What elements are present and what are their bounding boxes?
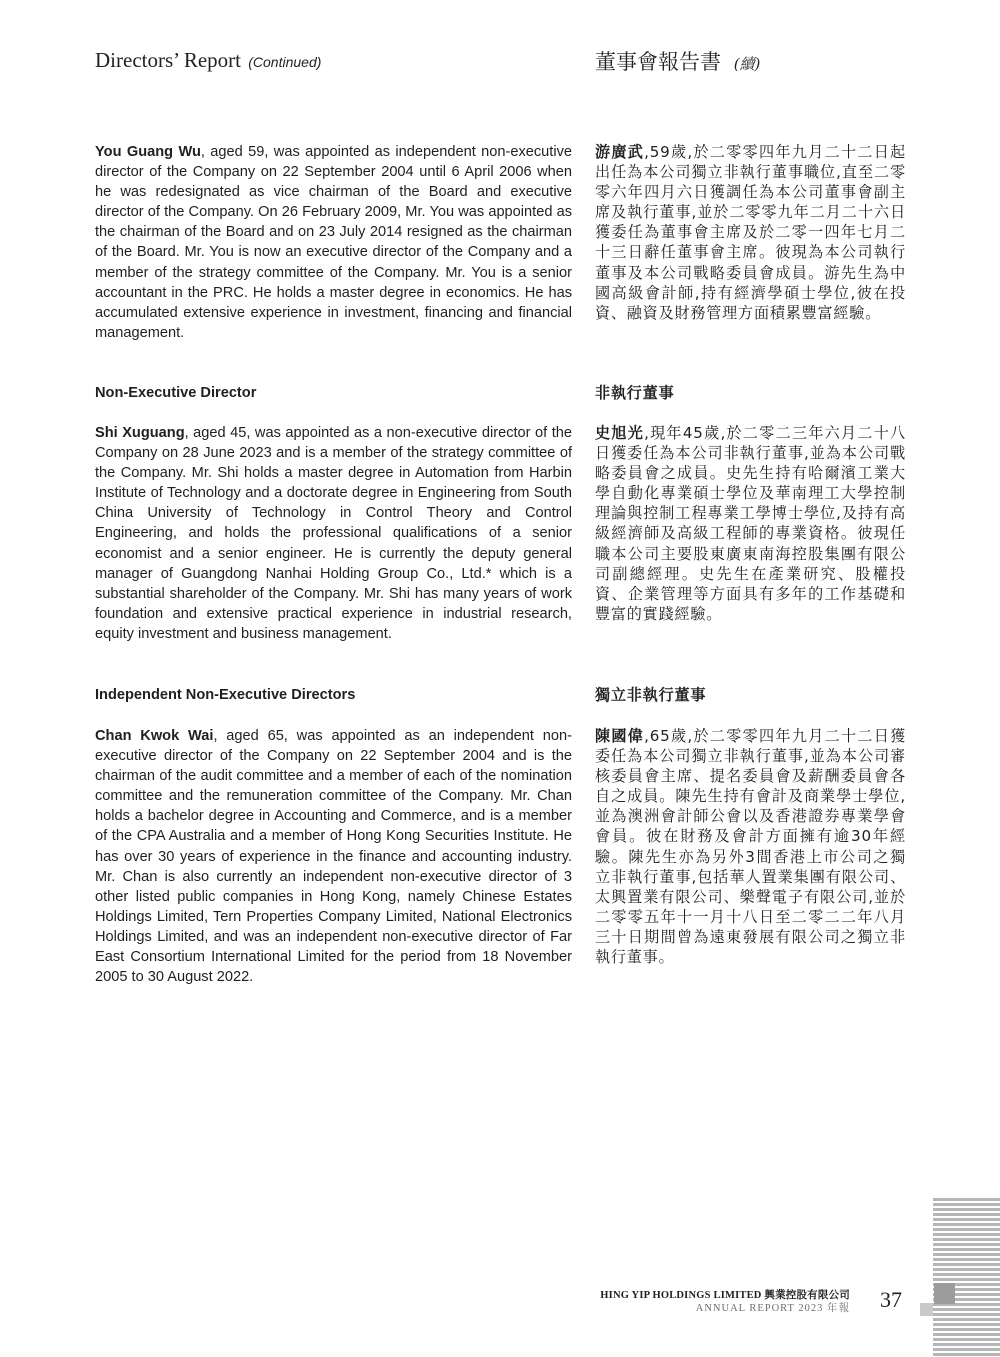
director-bio: ,59歲,於二零零四年九月二十二日起出任為本公司獨立非執行董事職位,直至二零零六年四月六日獲調任為本公司董事會副主席及執行董事,並於二零零九年二月二十六日獲委任為董事會主席及於二零一四年七月二十三日辭任董事會主席。彼現為本公司執行董事及本公司戰略委員會成員。游先生為中國高級會計師,持有經濟學碩士學位,彼在投資、融資及財務管理方面積累豐富經驗。 [595,143,907,322]
section-heading-ned-zh: 非執行董事 [595,384,675,402]
director-name: Shi Xuguang [95,425,185,441]
continued-label-zh: (續) [733,55,761,73]
bio-shi-xuguang-zh [595,423,906,624]
bio-chan-kwok-wai-zh [595,726,906,967]
bio-chan-kwok-wai-en [95,726,572,987]
footer-company-name: HING YIP HOLDINGS LIMITED 興業控股有限公司 [600,1290,850,1301]
director-bio: , aged 59, was appointed as independent non-executive director of the Company on 22 September 2004 until 6 April 2006 when he was redesignated as vice chairman of the Board and executive director of the Company. On 26 February 2009, Mr. You was appointed as the chairman of the Board and on 23 July 2014 resigned as the chairman of the Board. Mr. You is now an executive director of the Company and a member of the strategy committee of the Company. Mr. You is a senior accountant in the PRC. He holds a master degree in economics. He has accumulated extensive experience in investment, financing and financial management. [95,144,572,341]
director-bio: , aged 65, was appointed as an independent non-executive director of the Company on 22 September 2004 and is the chairman of the audit committee and a member of each of the nomination committee and the remuneration committee of the Company. Mr. Chan holds a bachelor degree in Accounting and Commerce, and is a member of the CPA Australia and a member of Hong Kong Securities Institute. He has over 30 years of experience in the finance and accounting industry. Mr. Chan is also currently an independent non-executive director of 3 other listed public companies in Hong Kong, namely Chinese Estates Holdings Limited, Tern Properties Company Limited, National Electronics Holdings Limited, and was an independent non-executive director of Far East Consortium International Limited for the period from 18 November 2005 to 30 August 2022. [95,728,572,986]
director-name: Chan Kwok Wai [95,728,214,744]
decorative-square-light [920,1303,933,1316]
section-heading-ined-zh: 獨立非執行董事 [595,686,707,704]
continued-label-en: (Continued) [248,54,322,70]
page-header-chinese [595,46,760,76]
director-name: You Guang Wu [95,144,201,160]
director-bio: ,現年45歲,於二零二三年六月二十八日獲委任為本公司非執行董事,並為本公司戰略委員會之成員。史先生持有哈爾濱工業大學自動化專業碩士學位及華南理工大學控制理論與控制工程專業工學博士學位,及持有高級經濟師及高級工程師的專業資格。彼現任職本公司主要股東廣東南海控股集團有限公司副總經理。史先生在產業研究、股權投資、企業管理等方面具有多年的工作基礎和豐富的實踐經驗。 [595,424,907,623]
bio-shi-xuguang-en [95,423,572,644]
decorative-square-dark [934,1283,955,1304]
report-title-en: Directors’ Report [95,48,241,72]
section-heading-ined-en: Independent Non-Executive Directors [95,687,356,703]
report-title-zh: 董事會報告書 [595,50,721,74]
director-name: 史旭光 [595,424,645,442]
page-header-english [95,48,321,73]
decorative-stripes [933,1198,1000,1357]
footer-report-title: ANNUAL REPORT 2023 年報 [695,1303,850,1314]
bio-you-guang-wu-en [95,142,572,343]
director-bio: , aged 45, was appointed as a non-executive director of the Company on 28 June 2023 and is a member of the strategy committee of the Company. Mr. Shi holds a master degree in Automation from Harbin Institute of Technology and a doctorate degree in Engineering from South China University of Technology in Control Theory and Control Engineering, and holds the professional qualifications of a senior economist and a senior engineer. He is currently the deputy general manager of Guangdong Nanhai Holding Group Co., Ltd.* which is a substantial shareholder of the Company. Mr. Shi has many years of work foundation and extensive practical experience in industrial research, equity investment and business management. [95,425,572,642]
section-heading-ned-en: Non-Executive Director [95,385,257,401]
director-name: 陳國偉 [595,727,645,745]
director-name: 游廣武 [595,143,645,161]
bio-you-guang-wu-zh [595,142,906,323]
page-number: 37 [880,1287,902,1312]
director-bio: ,65歲,於二零零四年九月二十二日獲委任為本公司獨立非執行董事,並為本公司審核委員會主席、提名委員會及薪酬委員會各自之成員。陳先生持有會計及商業學士學位,並為澳洲會計師公會以及香港證券專業學會會員。彼在財務及會計方面擁有逾30年經驗。陳先生亦為另外3間香港上市公司之獨立非執行董事,包括華人置業集團有限公司、太興置業有限公司、樂聲電子有限公司,並於二零零五年十一月十八日至二零二二年八月三十日期間曾為遠東發展有限公司之獨立非執行董事。 [595,727,907,967]
